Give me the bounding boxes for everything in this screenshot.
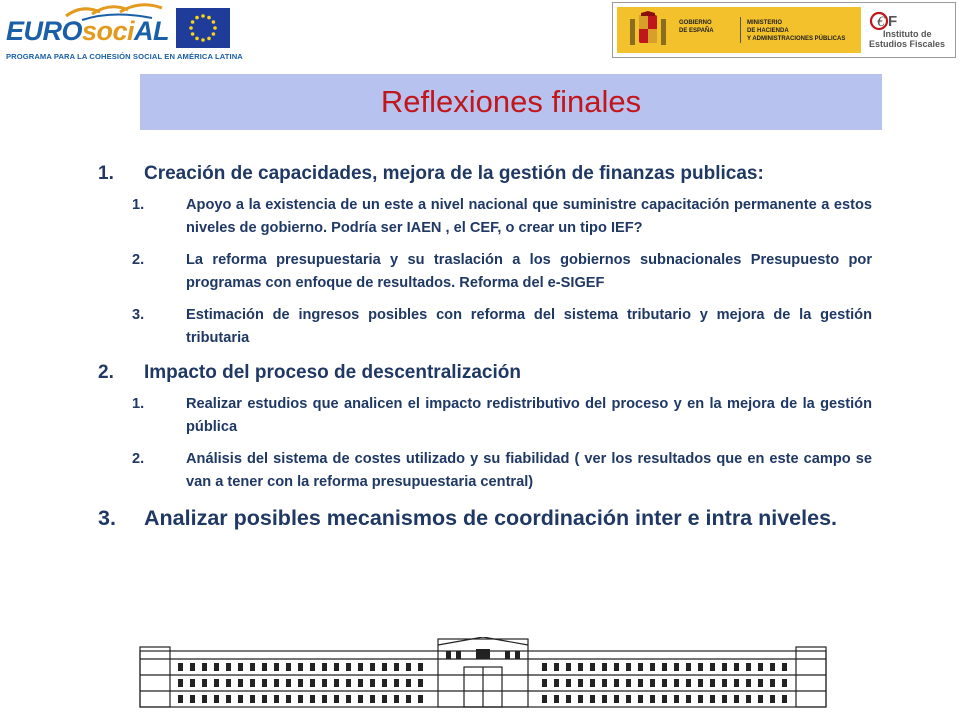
sublist-text: Realizar estudios que analicen el impacto redistributivo del proceso y en la mejora de la gestión pública (186, 396, 872, 435)
gobierno-banner (617, 7, 861, 53)
list-item-3 (98, 503, 872, 533)
sublist-item-1-2 (132, 249, 872, 294)
sublist-number: 3. (132, 307, 145, 323)
sublist-text: Apoyo a la existencia de un este a nivel nacional que suministre capacitación permanente a estos niveles de gobierno. Podría ser IAEN , el CEF, o crear un tipo IEF? (186, 197, 872, 236)
sublist-item-1-3 (132, 304, 872, 349)
ief-text: Instituto de Estudios Fiscales (869, 29, 946, 49)
page-title: Reflexiones finales (380, 84, 642, 119)
list-number: 3. (98, 506, 116, 530)
slide-content (98, 160, 872, 539)
sublist-number: 2. (132, 252, 145, 268)
list-number: 2. (98, 362, 114, 383)
svg-text:F: F (888, 13, 898, 30)
eurosocial-logo (4, 2, 243, 64)
eurosocial-tagline: PROGRAMA PARA LA COHESIÓN SOCIAL EN AMÉRICA LATINA (6, 52, 243, 61)
list-text: Analizar posibles mecanismos de coordinación inter e intra niveles. (144, 506, 837, 530)
eurosocial-wordmark: EUROsociAL (6, 16, 170, 46)
coat-of-arms-icon (625, 11, 671, 51)
sublist-text: La reforma presupuestaria y su traslación a los gobiernos subnacionales Presupuesto por programas con enfoque de resultados. Reforma del e-SIGEF (186, 252, 872, 291)
sublist-item-2-1 (132, 393, 872, 438)
list-item-2 (98, 359, 872, 386)
svg-text:€: € (877, 14, 885, 30)
sublist-text: Estimación de ingresos posibles con reforma del sistema tributario y mejora de la gestión tributaria (186, 307, 872, 346)
title-banner (140, 74, 882, 130)
sublist-number: 1. (132, 197, 145, 213)
list-text: Impacto del proceso de descentralización (144, 362, 521, 383)
list-item-1 (98, 160, 872, 187)
building-illustration (138, 637, 828, 709)
gobierno-divider (740, 17, 741, 43)
sublist-number: 1. (132, 396, 145, 412)
ief-logo-icon (869, 11, 903, 31)
list-text: Creación de capacidades, mejora de la gestión de finanzas publicas: (144, 163, 764, 184)
sublist-number: 2. (132, 451, 145, 467)
sublist-item-1-1 (132, 194, 872, 239)
gobierno-espana-logo (612, 2, 956, 58)
sublist-item-2-2 (132, 448, 872, 493)
list-number: 1. (98, 163, 114, 184)
gobierno-text: GOBIERNO DE ESPAÑA (679, 20, 714, 34)
ministerio-text: MINISTERIO DE HACIENDA Y ADMINISTRACIONES PÚBLICAS (747, 20, 846, 42)
eu-flag-icon (176, 8, 230, 48)
sublist-text: Análisis del sistema de costes utilizado y su fiabilidad ( ver los resultados que en este campo se van a tener con la reforma presupuestaria central) (186, 451, 872, 490)
